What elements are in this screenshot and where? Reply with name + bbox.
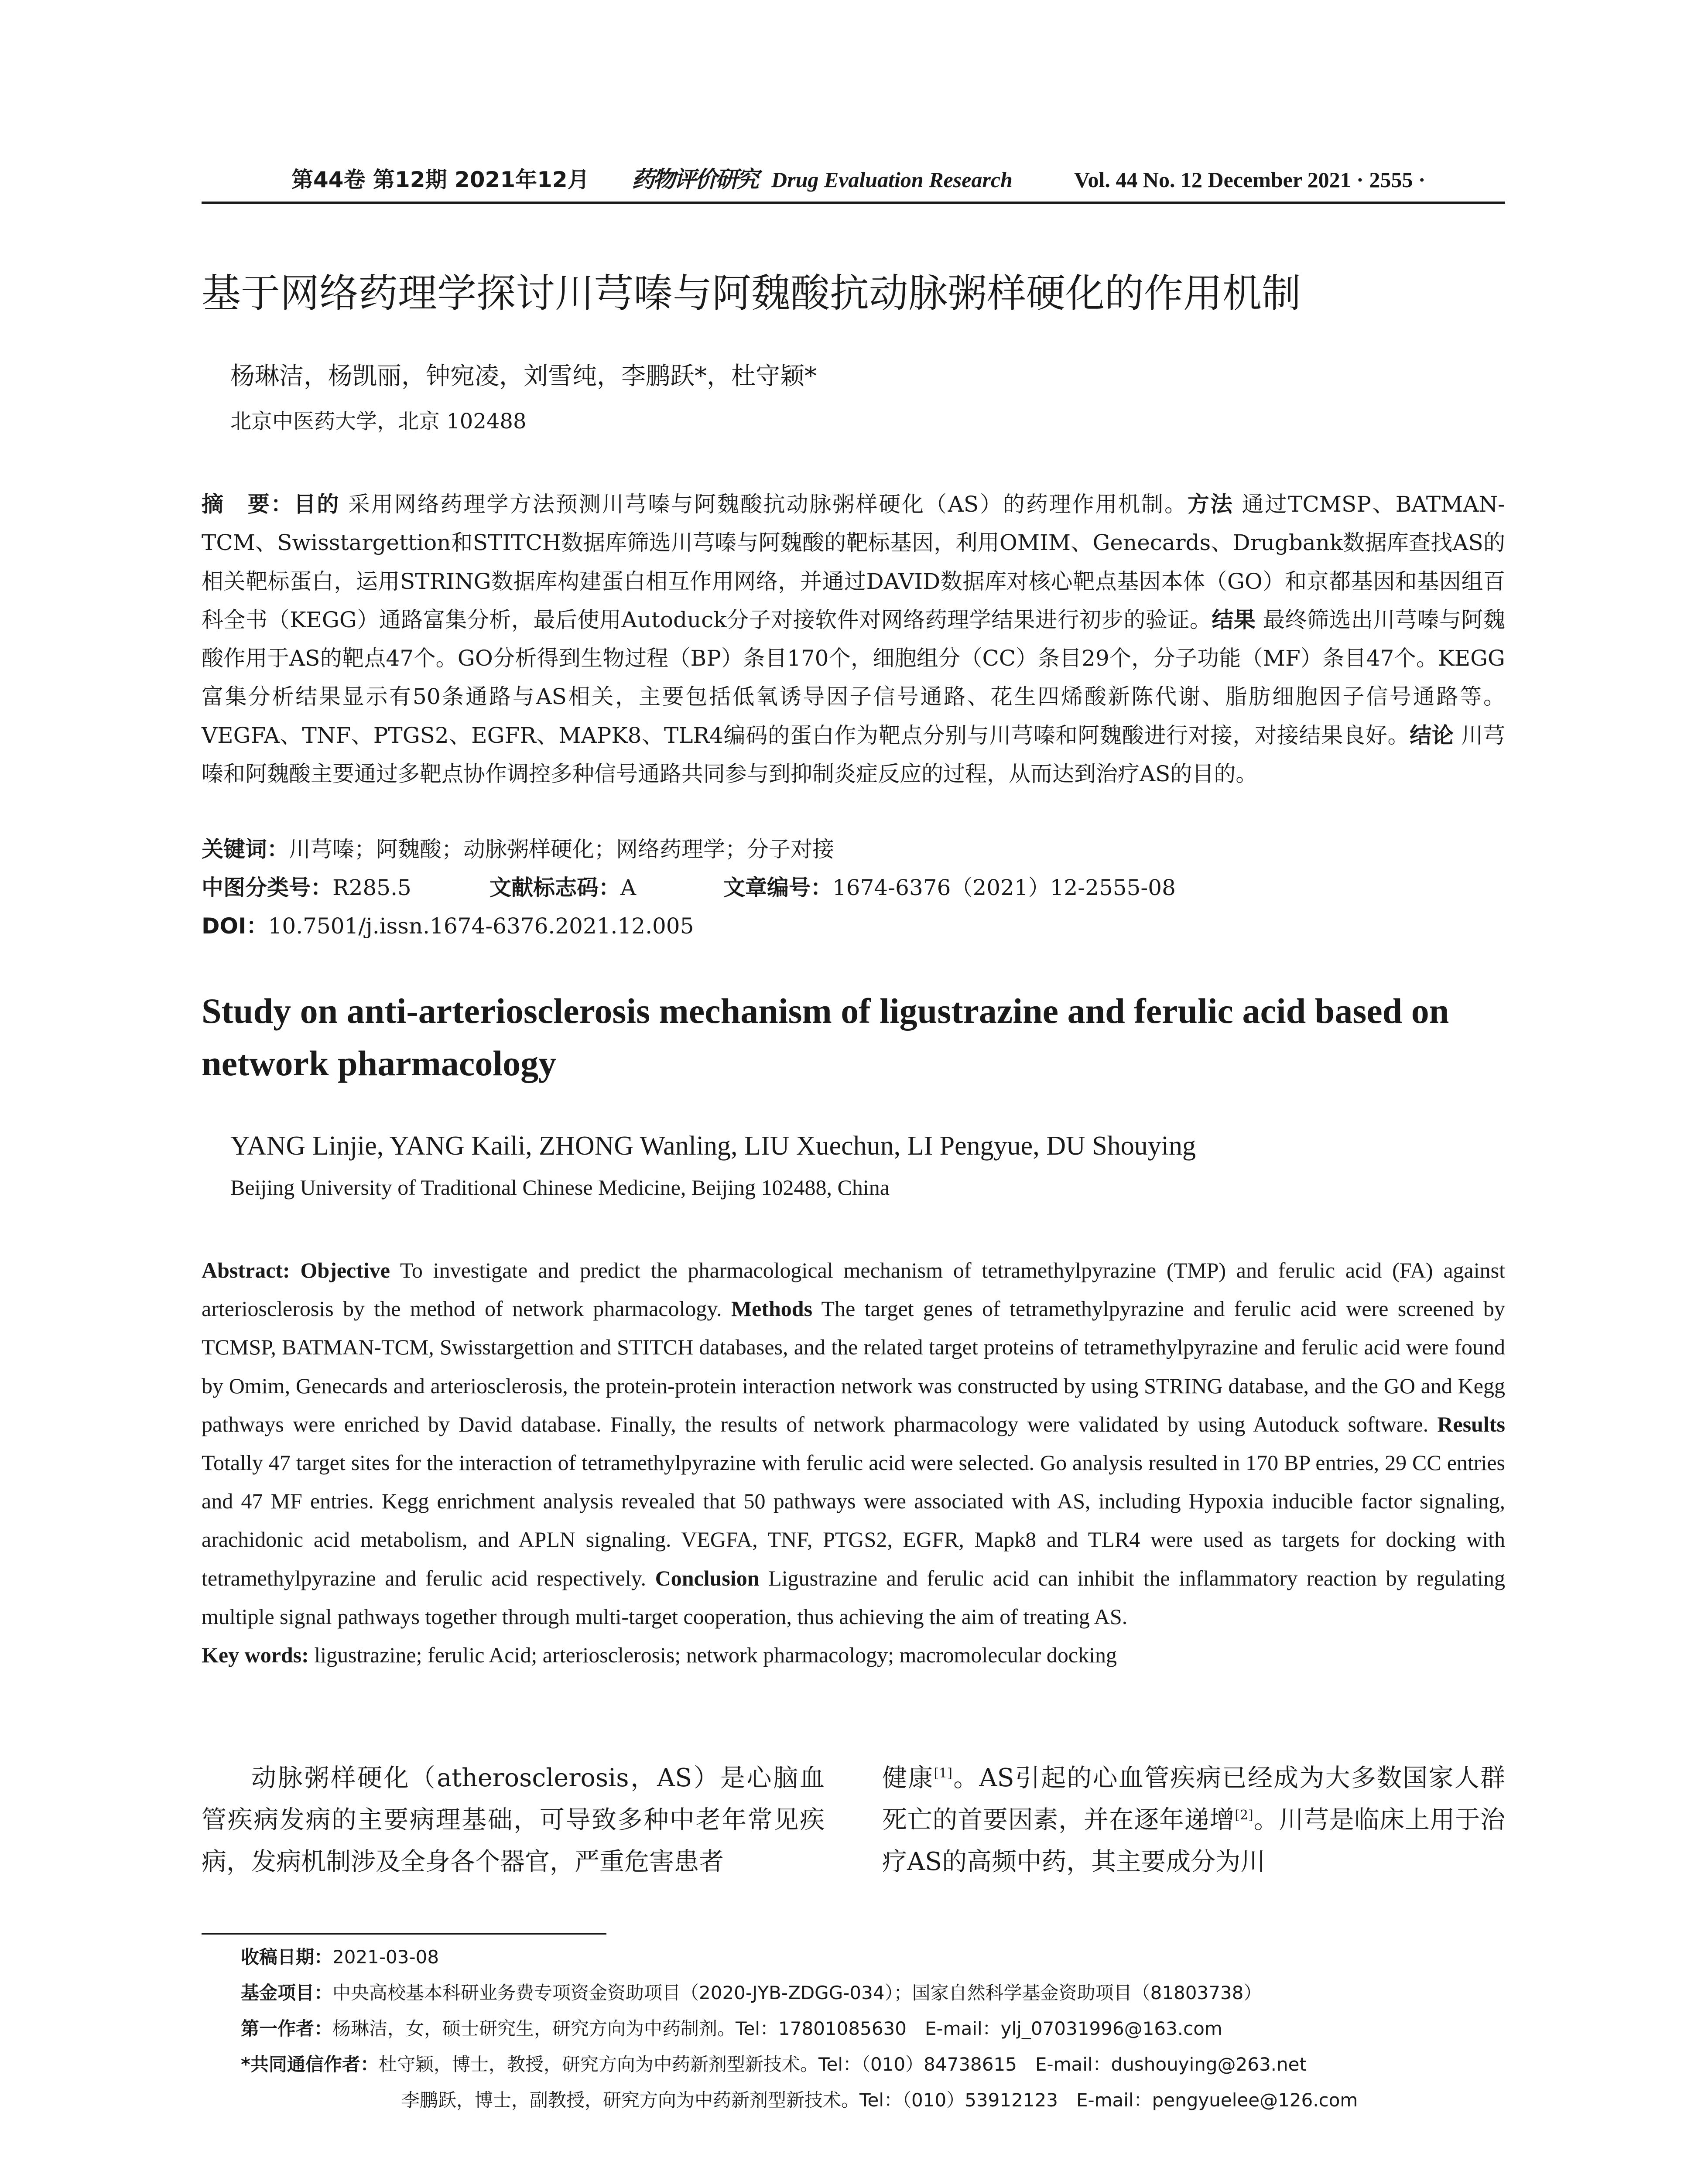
conclusion-en: Ligustrazine and ferulic acid can inhibit the inflammatory reaction by regulating multiple signal pathways together through multi-target cooperation, thus achieving the aim of treating AS. [202, 1566, 1505, 1629]
footnote-rule [202, 1933, 606, 1935]
body-column-right [882, 1757, 1505, 1883]
clc-value: R285.5 [332, 875, 411, 900]
corresponding-label: *共同通信作者： [241, 2054, 379, 2075]
abstract-en [202, 1251, 1505, 1674]
footnote-fund [241, 1981, 1262, 2005]
header-journal-en: Drug Evaluation Research [771, 168, 1013, 192]
doi-label: DOI： [202, 913, 268, 939]
doc-code-value: A [620, 875, 637, 900]
results-cn: 最终筛选出川芎嗪与阿魏酸作用于AS的靶点47个。GO分析得到生物过程（BP）条目170个，细胞组分（CC）条目29个，分子功能（MF）条目47个。KEGG富集分析结果显示有50条通路与AS相关，主要包括低氧诱导因子信号通路、花生四烯酸新陈代谢、脂肪细胞因子信号通路等。VEGFA、TNF、PTGS2、EGFR、MAPK8、TLR4编码的蛋白作为靶点分别与川芎嗪和阿魏酸进行对接，对接结果良好。 [202, 607, 1506, 748]
header-issue-cn: 第44卷 第12期 2021年12月 [291, 167, 589, 192]
results-en: Totally 47 target sites for the interaction of tetramethylpyrazine with ferulic acid were selected. Go analysis resulted in 170 BP entries, 29 CC entries and 47 MF entries. Kegg enrichment analysis revealed that 50 pathways were associated with AS, including Hypoxia inducible factor signaling, arachidonic acid metabolism, and APLN signaling. VEGFA, TNF, PTGS2, EGFR, Mapk8 and TLR4 were used as targets for docking with tetramethylpyrazine and ferulic acid respectively. [202, 1450, 1505, 1590]
methods-en-label: Methods [731, 1296, 813, 1321]
classification-line [202, 875, 411, 901]
citation-2: [2] [1235, 1808, 1253, 1823]
abstract-cn [202, 485, 1505, 793]
header-volume-page: Vol. 44 No. 12 December 2021 · 2555 · [1074, 168, 1426, 192]
fund-label: 基金项目： [241, 1982, 333, 2003]
methods-cn: 通过TCMSP、BATMAN-TCM、Swisstargettion和STITCH数据库筛选川芎嗪与阿魏酸的靶标基因，利用OMIM、Genecards、Drugbank数据库查找AS的相关靶标蛋白，运用STRING数据库构建蛋白相互作用网络，并通过DAVID数据库对核心靶点基因本体（GO）和京都基因和基因组百科全书（KEGG）通路富集分析，最后使用Autoduck分子对接软件对网络药理学结果进行初步的验证。 [202, 492, 1505, 632]
methods-cn-label: 方法 [1187, 492, 1234, 517]
first-author-text: 杨琳洁，女，硕士研究生，研究方向为中药制剂。Tel：17801085630 E-mail：ylj_07031996@163.com [332, 2018, 1222, 2039]
abstract-cn-label: 摘 要： [202, 492, 294, 517]
results-en-label: Results [1437, 1412, 1505, 1436]
title-en: Study on anti-arteriosclerosis mechanism of ligustrazine and ferulic acid based on network pharmacology [202, 991, 1449, 1083]
article-number [723, 875, 1176, 901]
body-text-b: 。AS引起的心血管疾病已经成为大多数国家人群死亡的首要因素，并在逐年递增 [882, 1764, 1506, 1834]
keywords-en-label: Key words: [202, 1643, 309, 1668]
affiliation-cn: 北京中医药大学，北京 102488 [230, 409, 527, 434]
article-number-value: 1674-6376（2021）12-2555-08 [832, 875, 1176, 900]
body-text-a: 健康 [882, 1764, 934, 1792]
received-date: 2021-03-08 [332, 1946, 439, 1968]
footnote-corresponding-2: 李鹏跃，博士，副教授，研究方向为中药新剂型新技术。Tel：（010）53912123 E-mail：pengyuelee@126.com [401, 2089, 1358, 2111]
body-column-left: 动脉粥样硬化（atherosclerosis，AS）是心脑血管疾病发病的主要病理基础，可导致多种中老年常见疾病，发病机制涉及全身各个器官，严重危害患者 [202, 1764, 825, 1876]
objective-en: To investigate and predict the pharmacological mechanism of tetramethylpyrazine (TMP) and ferulic acid (FA) against arteriosclerosis by the method of network pharmacology. [202, 1258, 1505, 1321]
citation-1: [1] [934, 1766, 952, 1781]
article-number-label: 文章编号： [723, 875, 832, 900]
objective-en-label: Objective [300, 1258, 390, 1282]
authors-cn: 杨琳洁，杨凯丽，钟宛凌，刘雪纯，李鹏跃*，杜守颖* [230, 362, 817, 390]
header-rule [202, 202, 1505, 204]
methods-en: The target genes of tetramethylpyrazine and ferulic acid were screened by TCMSP, BATMAN-TCM, Swisstargettion and STITCH databases, and the related target proteins of tetramethylpyrazine and ferulic acid were found by Omim, Genecards and arteriosclerosis, the protein-protein interaction network was constructed by using STRING database, and the GO and Kegg pathways were enriched by David database. Finally, the results of network pharmacology were validated by using Autoduck software. [202, 1296, 1505, 1436]
footnote-received [241, 1945, 439, 1969]
abstract-en-label: Abstract: [202, 1258, 290, 1282]
clc-label: 中图分类号： [202, 875, 332, 900]
keywords-en: ligustrazine; ferulic Acid; arteriosclerosis; network pharmacology; macromolecular docking [314, 1643, 1117, 1668]
received-label: 收稿日期： [241, 1946, 333, 1968]
keywords-cn-label: 关键词： [202, 837, 289, 862]
fund-text: 中央高校基本科研业务费专项资金资助项目（2020-JYB-ZDGG-034）；国家自然科学基金资助项目（81803738） [332, 1982, 1262, 2003]
conclusion-en-label: Conclusion [655, 1566, 760, 1590]
objective-cn-label: 目的 [294, 492, 340, 517]
authors-en: YANG Linjie, YANG Kaili, ZHONG Wanling, LIU Xuechun, LI Pengyue, DU Shouying [230, 1131, 1196, 1161]
footnote-corresponding [241, 2053, 1307, 2076]
doc-code [489, 875, 636, 901]
journal-logo: 药物评价研究 [632, 166, 758, 193]
keywords-cn [202, 836, 834, 862]
doi [202, 913, 694, 939]
affiliation-en: Beijing University of Traditional Chinese Medicine, Beijing 102488, China [230, 1175, 890, 1200]
objective-cn: 采用网络药理学方法预测川芎嗪与阿魏酸抗动脉粥样硬化（AS）的药理作用机制。 [348, 492, 1188, 517]
doc-code-label: 文献标志码： [489, 875, 620, 900]
keywords-cn-text: 川芎嗪；阿魏酸；动脉粥样硬化；网络药理学；分子对接 [289, 837, 834, 862]
conclusion-cn-label: 结论 [1410, 722, 1454, 748]
first-author-label: 第一作者： [241, 2018, 333, 2039]
title-cn: 基于网络药理学探讨川芎嗪与阿魏酸抗动脉粥样硬化的作用机制 [202, 270, 1301, 316]
results-cn-label: 结果 [1212, 607, 1256, 632]
body-text-c: 。川芎是临床上用于治疗AS的高频中药，其主要成分为川 [882, 1805, 1506, 1876]
conclusion-cn: 川芎嗪和阿魏酸主要通过多靶点协作调控多种信号通路共同参与到抑制炎症反应的过程，从而达到治疗AS的目的。 [202, 722, 1505, 787]
corresponding-1: 杜守颖，博士，教授，研究方向为中药新剂型新技术。Tel：（010）84738615 E-mail：dushouying@263.net [378, 2054, 1307, 2075]
doi-value: 10.7501/j.issn.1674-6376.2021.12.005 [268, 913, 694, 939]
footnote-first-author [241, 2017, 1222, 2041]
